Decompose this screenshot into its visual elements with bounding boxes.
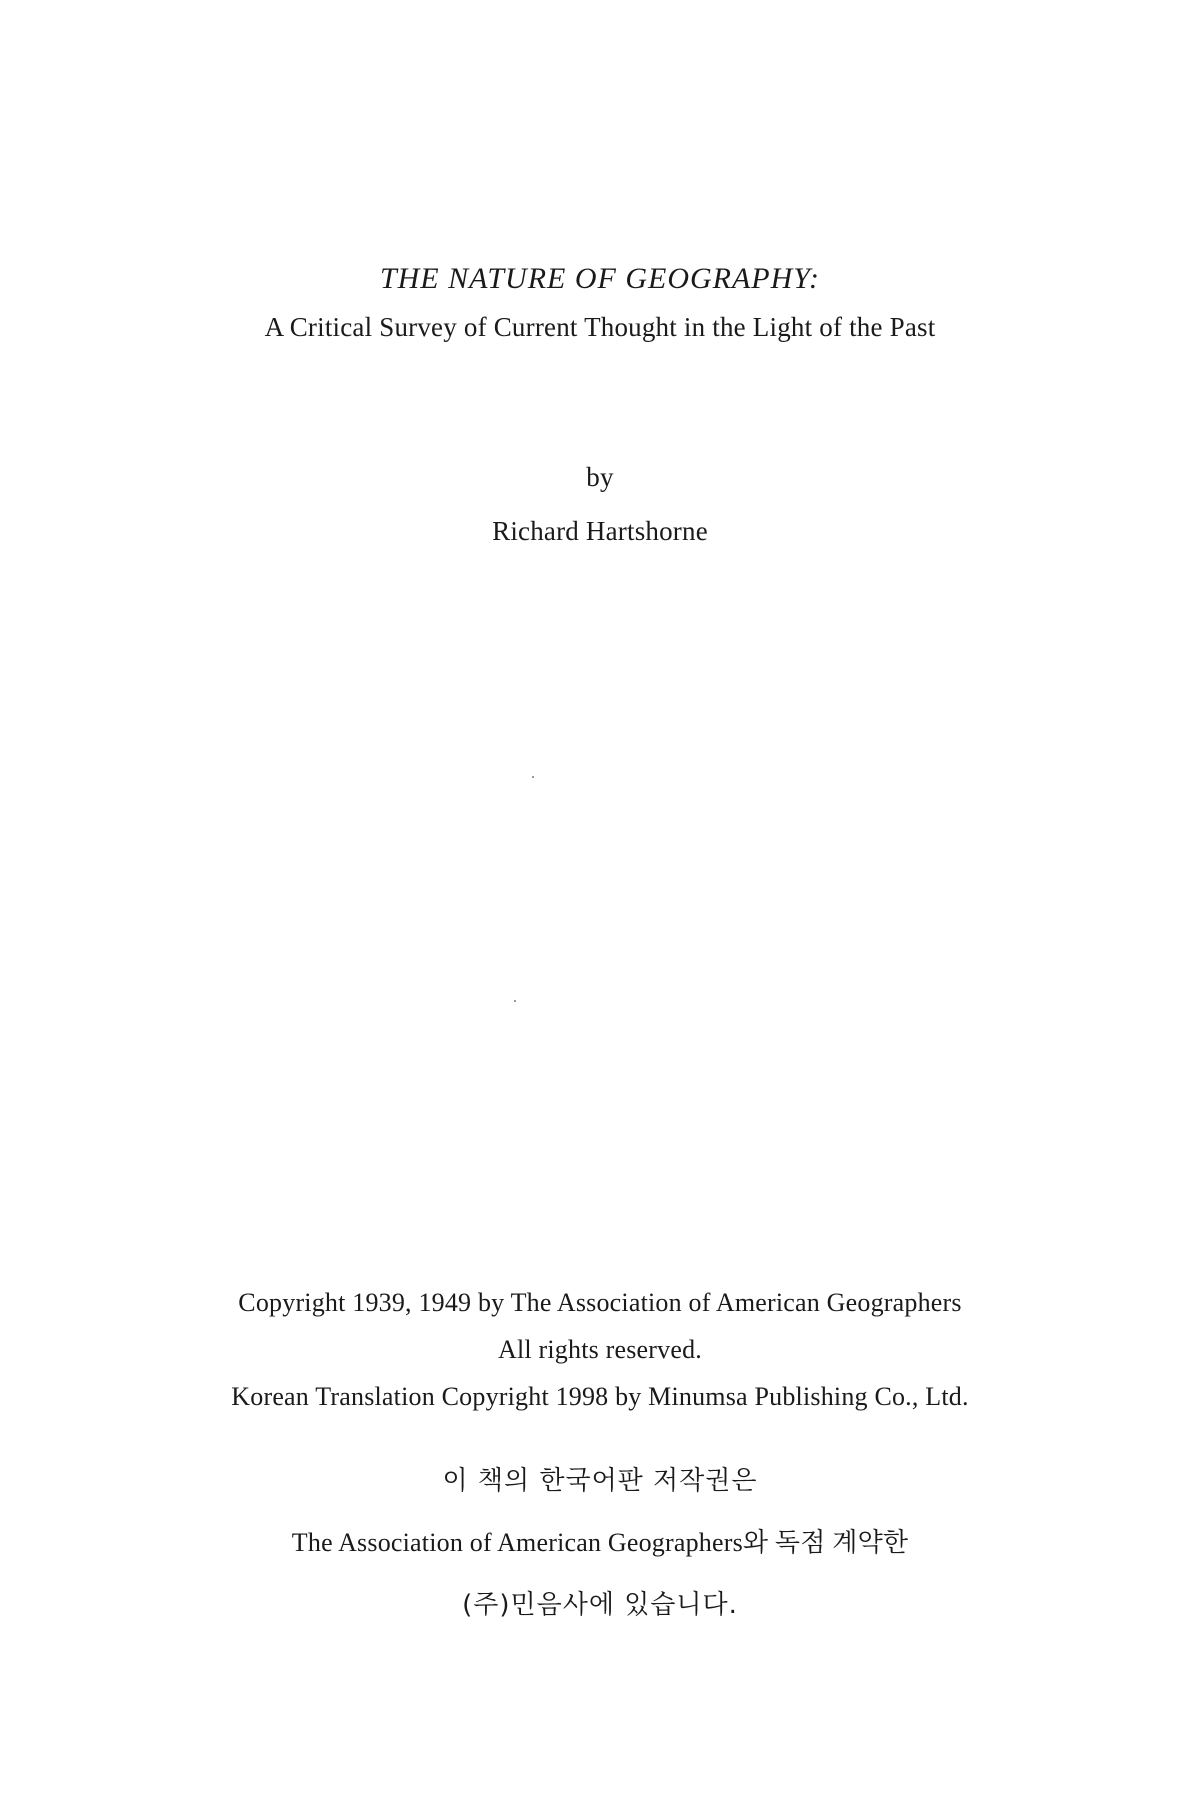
korean-notice-line-1: 이 책의 한국어판 저작권은 [442, 1466, 758, 1496]
print-speck [532, 776, 534, 778]
korean-notice-line-2: The Association of American Geographers와 독점 계약한 [291, 1528, 909, 1557]
copyright-line-1: Copyright 1939, 1949 by The Association of American Geographers [238, 1288, 962, 1317]
by-label: by [586, 462, 614, 492]
book-subtitle: A Critical Survey of Current Thought in the Light of the Past [264, 312, 936, 342]
copyright-line-3: Korean Translation Copyright 1998 by Minumsa Publishing Co., Ltd. [231, 1382, 969, 1411]
print-speck [514, 1000, 516, 1002]
book-title: THE NATURE OF GEOGRAPHY: [379, 262, 821, 295]
copyright-line-2: All rights reserved. [497, 1335, 702, 1364]
author-name: Richard Hartshorne [492, 516, 708, 546]
korean-notice-line-3: (주)민음사에 있습니다. [462, 1590, 738, 1620]
